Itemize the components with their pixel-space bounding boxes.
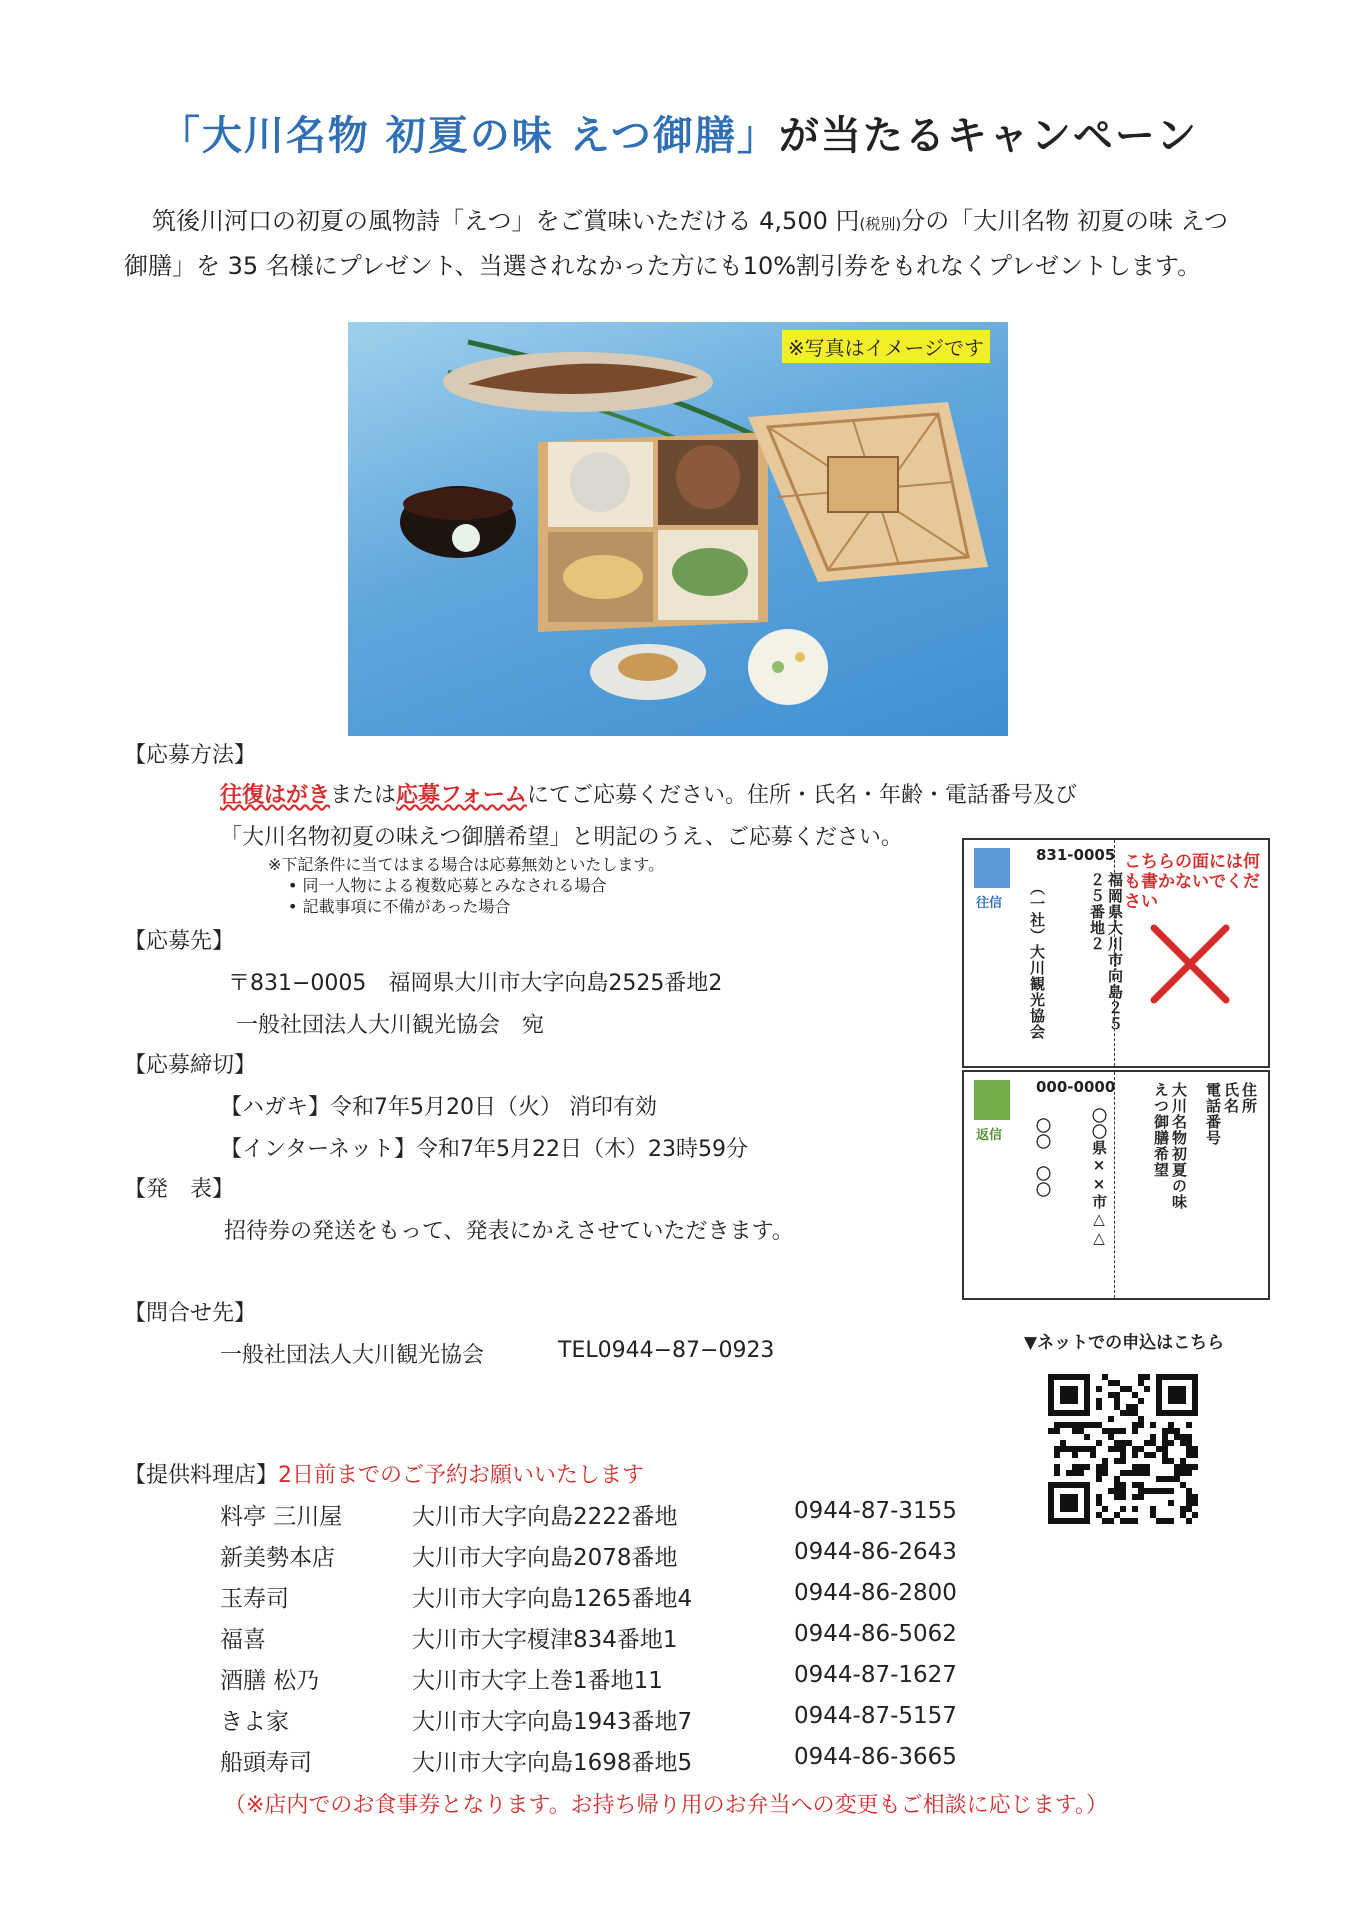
apply-method-note: ※下記条件に当てはまる場合は応募無効といたします。 [268, 855, 665, 874]
qr-module [1186, 1470, 1192, 1476]
postcard-reply [962, 1070, 1270, 1300]
restaurant-row [220, 1703, 1020, 1737]
qr-caption: ▼ネットでの申込はこちら [1024, 1333, 1225, 1353]
postcard-link-text: 往復はがき [220, 783, 331, 808]
qr-module [1084, 1464, 1090, 1470]
postcard-outgoing [962, 838, 1270, 1068]
apply-to-address: 〒831−0005 福岡県大川市大字向島2525番地2 [228, 971, 723, 996]
qr-module [1144, 1470, 1150, 1476]
qr-module [1132, 1428, 1138, 1434]
restaurant-name: 料亭 三川屋 [220, 1504, 343, 1530]
qr-module [1168, 1488, 1174, 1494]
qr-module [1192, 1512, 1198, 1518]
qr-module [1096, 1476, 1102, 1482]
apply-method-bullet-1: • 同一人物による複数応募とみなされる場合 [288, 876, 607, 895]
apply-method-rest: にてご応募ください。住所・氏名・年齢・電話番号及び [526, 783, 1077, 808]
restaurant-row [220, 1744, 1020, 1778]
restaurant-tel: 0944-86-2800 [794, 1580, 957, 1606]
restaurant-tel: 0944-86-3665 [794, 1744, 957, 1770]
qr-module [1108, 1416, 1114, 1422]
page-title [0, 104, 1358, 161]
qr-module [1138, 1494, 1144, 1500]
qr-module [1168, 1500, 1174, 1506]
restaurant-name: 新美勢本店 [220, 1545, 335, 1571]
qr-module [1168, 1440, 1174, 1446]
restaurant-name: 船頭寿司 [220, 1750, 312, 1776]
qr-module [1168, 1518, 1174, 1524]
postcard-reply-label: 返信 [976, 1128, 1003, 1143]
restaurant-row [220, 1662, 1020, 1696]
restaurants-heading-note: 2日前までのご予約お願いいたします [278, 1463, 645, 1488]
postcard-out-warning: こちらの面には何も書かないでください [1124, 852, 1260, 912]
qr-module [1096, 1440, 1102, 1446]
apply-method-heading: 【応募方法】 [124, 743, 257, 768]
qr-module [1120, 1428, 1126, 1434]
qr-module [1078, 1470, 1084, 1476]
postcard-reply-zip: 000-0000 [1036, 1078, 1116, 1096]
postcard-out-stamp [974, 848, 1010, 888]
qr-finder-pattern [1168, 1386, 1186, 1404]
qr-module [1054, 1470, 1060, 1476]
restaurants-heading-line [124, 1458, 644, 1489]
postcard-out-fold [1114, 840, 1115, 1066]
postcard-reply-col5: えつ御膳希望 [1152, 1082, 1170, 1178]
postcard-out-zip: 831-0005 [1036, 846, 1116, 864]
qr-module [1138, 1422, 1144, 1428]
postcard-out-address: 福岡県大川市向島２５２５番地２ [1088, 872, 1124, 1032]
qr-module [1132, 1506, 1138, 1512]
qr-module [1192, 1500, 1198, 1506]
announce-heading: 【発 表】 [124, 1177, 235, 1202]
restaurant-address: 大川市大字向島1698番地5 [412, 1750, 693, 1776]
food-photo [348, 322, 1008, 736]
restaurant-address: 大川市大字上巻1番地11 [412, 1668, 663, 1694]
qr-module [1132, 1518, 1138, 1524]
qr-module [1144, 1374, 1150, 1380]
intro-paragraph [124, 200, 1236, 287]
qr-module [1150, 1422, 1156, 1428]
restaurant-name: 福喜 [220, 1627, 266, 1653]
qr-module [1108, 1518, 1114, 1524]
postcard-reply-name: 〇〇 〇〇 [1034, 1118, 1052, 1198]
restaurant-row [220, 1539, 1020, 1573]
qr-module [1120, 1494, 1126, 1500]
restaurants-footer-note: （※店内でのお食事券となります。お持ち帰り用のお弁当への変更もご相談に応じます。） [224, 1793, 1108, 1818]
qr-code-icon[interactable] [1048, 1374, 1198, 1524]
restaurant-address: 大川市大字榎津834番地1 [412, 1627, 678, 1653]
qr-module [1054, 1428, 1060, 1434]
qr-module [1072, 1452, 1078, 1458]
apply-method-line1 [220, 778, 1077, 809]
contact-tel: TEL0944−87−0923 [558, 1338, 775, 1363]
postcard-reply-col1: 住所 [1240, 1082, 1258, 1114]
qr-module [1186, 1422, 1192, 1428]
qr-module [1192, 1452, 1198, 1458]
qr-module [1054, 1452, 1060, 1458]
qr-finder-pattern [1060, 1494, 1078, 1512]
apply-method-or: または [330, 783, 397, 808]
restaurant-row [220, 1580, 1020, 1614]
apply-to-heading: 【応募先】 [124, 929, 235, 954]
qr-module [1084, 1434, 1090, 1440]
qr-module [1102, 1506, 1108, 1512]
apply-method-bullet-2: • 記載事項に不備があった場合 [288, 897, 511, 916]
restaurant-address: 大川市大字向島1943番地7 [412, 1709, 693, 1735]
cross-mark-icon [1148, 922, 1232, 1006]
contact-org: 一般社団法人大川観光協会 [220, 1343, 485, 1368]
restaurant-tel: 0944-86-5062 [794, 1621, 957, 1647]
deadline-postcard: 【ハガキ】令和7年5月20日（火） 消印有効 [220, 1095, 657, 1120]
intro-tax-note: (税別) [859, 215, 902, 233]
qr-module [1120, 1458, 1126, 1464]
restaurant-tel: 0944-87-3155 [794, 1498, 957, 1524]
qr-finder-pattern [1060, 1386, 1078, 1404]
restaurants-heading: 【提供料理店】 [124, 1463, 279, 1488]
restaurant-tel: 0944-87-5157 [794, 1703, 957, 1729]
bullet-text-1: 同一人物による複数応募とみなされる場合 [302, 876, 607, 895]
deadline-internet: 【インターネット】令和7年5月22日（木）23時59分 [220, 1137, 748, 1162]
qr-module [1192, 1464, 1198, 1470]
postcard-reply-stamp [974, 1080, 1010, 1120]
qr-module [1132, 1452, 1138, 1458]
qr-module [1096, 1404, 1102, 1410]
qr-module [1102, 1470, 1108, 1476]
postcard-reply-fold [1114, 1072, 1115, 1298]
postcard-reply-col3: 電話番号 [1204, 1082, 1222, 1146]
postcard-reply-col4: 大川名物初夏の味 [1170, 1082, 1188, 1210]
restaurant-name: きよ家 [220, 1709, 289, 1735]
title-rest: が当たるキャンペーン [778, 113, 1199, 159]
postcard-reply-address: 〇〇県××市△△ [1090, 1108, 1108, 1248]
postcard-reply-col2: 氏名 [1222, 1082, 1240, 1114]
deadline-heading: 【応募締切】 [124, 1053, 257, 1078]
contact-heading: 【問合せ先】 [124, 1301, 257, 1326]
qr-module [1090, 1452, 1096, 1458]
qr-module [1138, 1398, 1144, 1404]
postcard-out-label: 往信 [976, 896, 1003, 911]
photo-note: ※写真はイメージです [782, 330, 990, 363]
bullet-text-2: 記載事項に不備があった場合 [302, 897, 511, 916]
restaurant-name: 玉寿司 [220, 1586, 289, 1612]
restaurant-name: 酒膳 松乃 [220, 1668, 320, 1694]
intro-part2: 分の「大川名物 初夏の味 えつ御膳」を 35 名様にプレゼント、当選されなかった方にも10%割引券をもれなくプレゼントします。 [124, 207, 1228, 280]
qr-module [1150, 1452, 1156, 1458]
restaurant-address: 大川市大字向島2078番地 [412, 1545, 678, 1571]
restaurant-row [220, 1498, 1020, 1532]
postcard-out-org: （一社）大川観光協会 [1028, 880, 1046, 1040]
title-highlight: 「大川名物 初夏の味 えつ御膳」 [159, 113, 779, 159]
qr-module [1144, 1386, 1150, 1392]
intro-part1: 筑後川河口の初夏の風物詩「えつ」をご賞味いただける 4,500 円 [152, 207, 860, 235]
apply-method-line2: 「大川名物初夏の味えつ御膳希望」と明記のうえ、ご応募ください。 [220, 825, 903, 850]
apply-to-org: 一般社団法人大川観光協会 宛 [236, 1013, 545, 1038]
restaurant-row [220, 1621, 1020, 1655]
qr-module [1186, 1518, 1192, 1524]
restaurant-address: 大川市大字向島1265番地4 [412, 1586, 693, 1612]
food-photo-illustration [348, 322, 1008, 736]
announce-text: 招待券の発送をもって、発表にかえさせていただきます。 [224, 1219, 794, 1244]
restaurant-tel: 0944-87-1627 [794, 1662, 957, 1688]
qr-module [1120, 1506, 1126, 1512]
qr-module [1096, 1386, 1102, 1392]
apply-form-link[interactable]: 応募フォーム [396, 783, 527, 808]
restaurant-tel: 0944-86-2643 [794, 1539, 957, 1565]
restaurant-address: 大川市大字向島2222番地 [412, 1504, 678, 1530]
